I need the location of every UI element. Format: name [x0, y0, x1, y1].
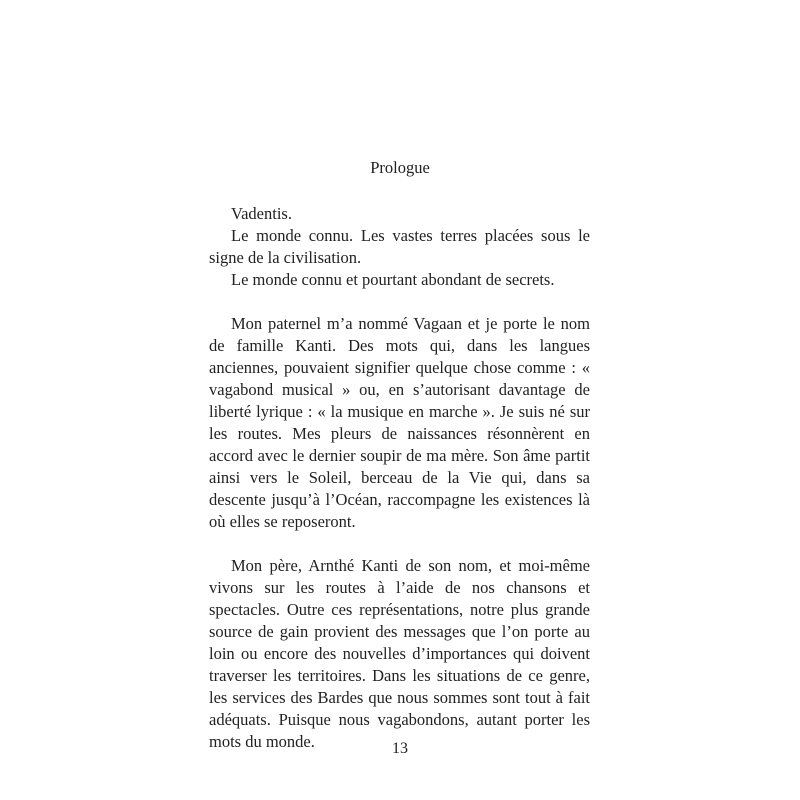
- paragraph-monde-connu: Le monde connu. Les vastes terres placées sous le signe de la civilisation.: [209, 226, 590, 267]
- paragraph-gap: [209, 533, 590, 555]
- paragraph-arnthe: Mon père, Arnthé Kanti de son nom, et moi-même vivons sur les routes à l’aide de nos chansons et spectacles. Outre ces représentations, notre plus grande source de gain provient des messages que l’on porte au loin ou encore des nouvelles d’importances qui doivent traverser les territoires. Dans les situations de ce genre, les services des Bardes que nous sommes sont tout à fait adéquats. Puisque nous vagabondons, autant porter les mots du monde.: [209, 556, 590, 751]
- chapter-title: Prologue: [370, 158, 430, 177]
- paragraph-gap: [209, 291, 590, 313]
- paragraph-secrets: Le monde connu et pourtant abondant de secrets.: [231, 270, 555, 289]
- paragraph-vadentis: Vadentis.: [231, 204, 292, 223]
- chapter-body: [209, 203, 590, 753]
- page-number: 13: [392, 740, 408, 757]
- paragraph-vagaan: Mon paternel m’a nommé Vagaan et je porte le nom de famille Kanti. Des mots qui, dans les langues anciennes, pouvaient signifier quelque chose comme : « vagabond musical » ou, en s’autorisant davantage de liberté lyrique : « la musique en marche ». Je suis né sur les routes. Mes pleurs de naissances résonnèrent en accord avec le dernier soupir de ma mère. Son âme partit ainsi vers le Soleil, berceau de la Vie qui, dans sa descente jusqu’à l’Océan, raccompagne les existences là où elles se reposeront.: [209, 314, 590, 531]
